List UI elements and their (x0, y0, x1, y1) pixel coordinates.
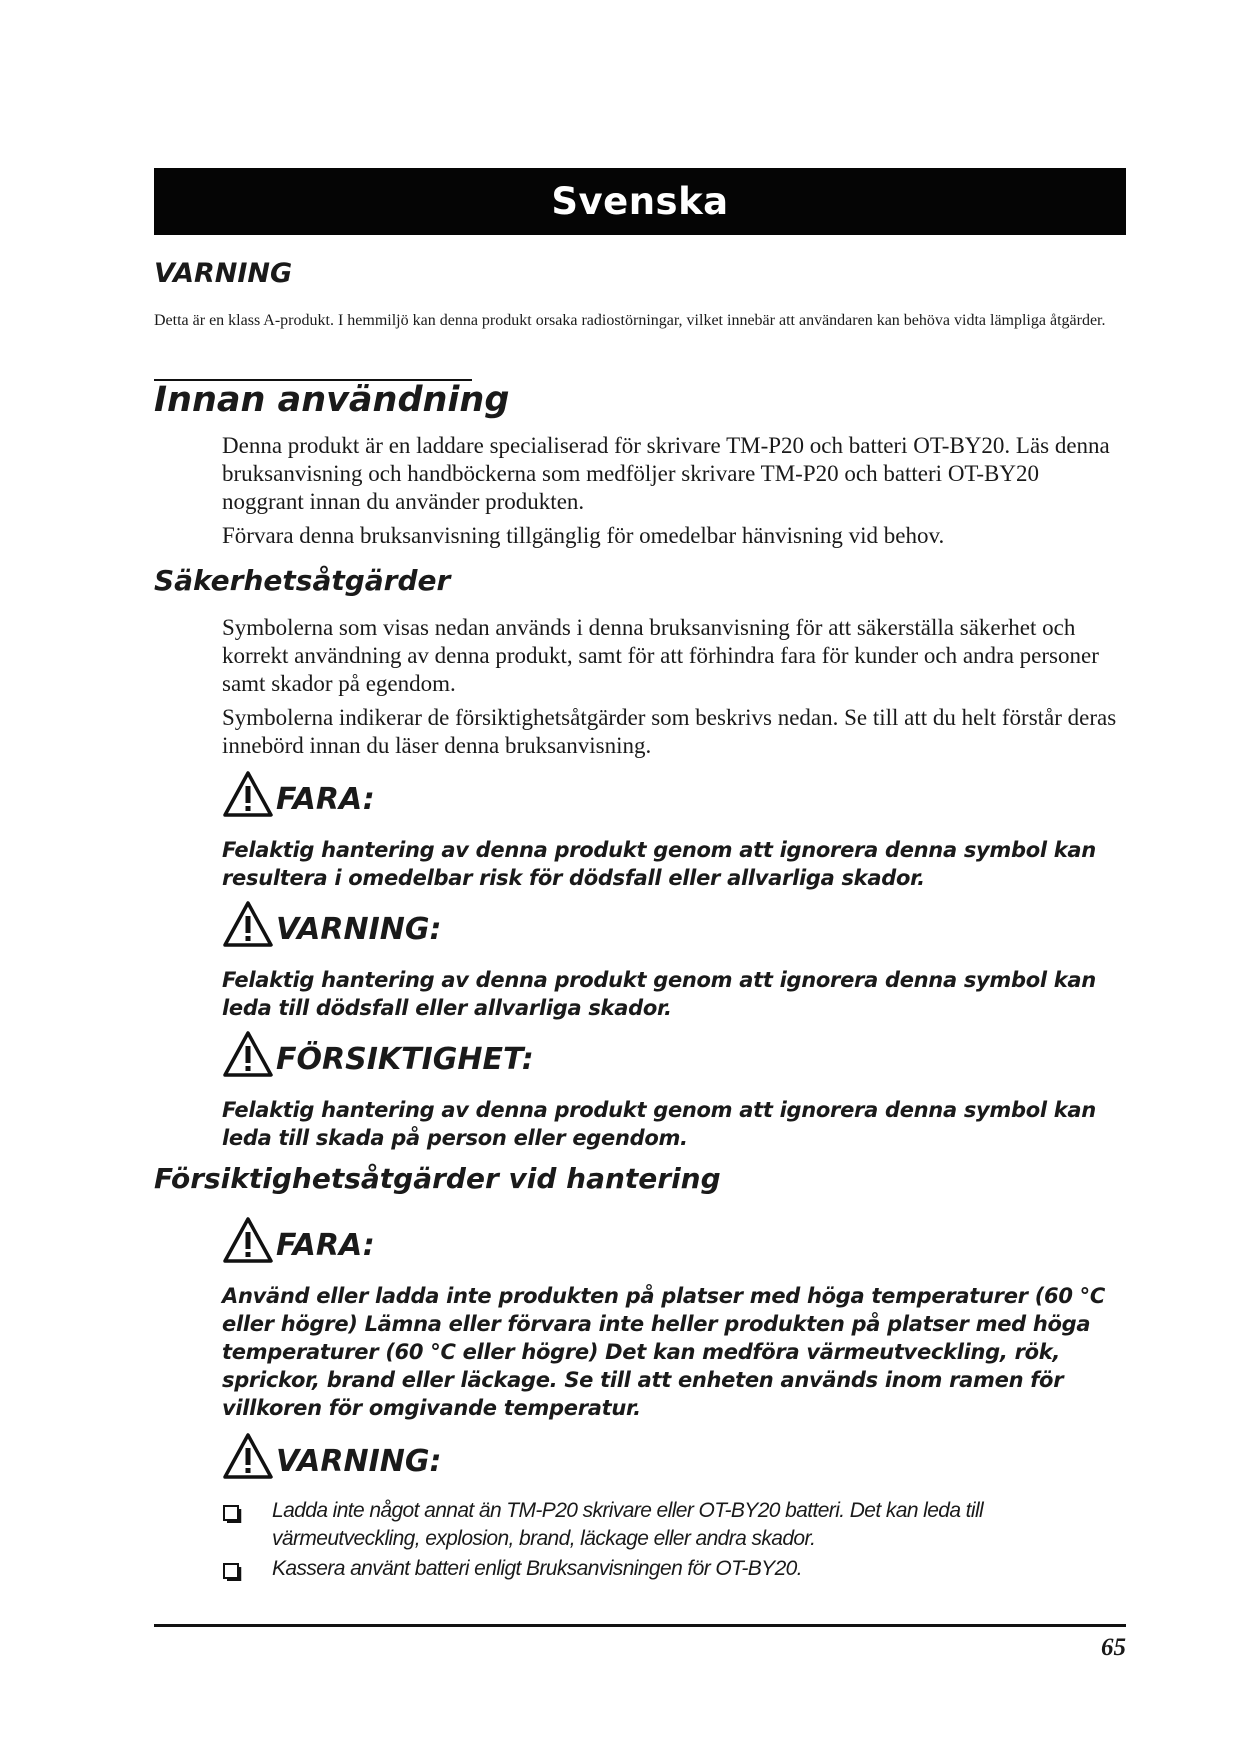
handling-warning-heading (222, 1432, 442, 1480)
warning-notice-title: VARNING (154, 258, 293, 289)
handling-danger-text: Använd eller ladda inte produkten på platser med höga temperaturer (60 °C eller högre) Lämna eller förvara inte heller produkten på platser med höga temperaturer (60 °C eller högre) Det kan medföra värmeutveckling, rök, sprickor, brand eller läckage. Se till att enheten används inom ramen för villkoren för omgivande temperatur. (222, 1284, 1105, 1420)
list-item-text: Kassera använt batteri enligt Bruksanvisningen för OT-BY20. (272, 1557, 802, 1580)
warning-notice-text: Detta är en klass A-produkt. I hemmiljö kan denna produkt orsaka radiostörningar, vilket innebär att användaren kan behöva vidta lämpliga åtgärder. (154, 312, 1106, 329)
footer-divider (154, 1624, 1126, 1627)
caution-heading (222, 1030, 534, 1078)
before-use-paragraph-1: Denna produkt är en laddare specialiserad för skrivare TM-P20 och batteri OT-BY20. Läs denna bruksanvisning och handböckerna som medföljer skrivare TM-P20 och batteri OT-BY20 noggrant innan du använder produkten. (222, 433, 1110, 514)
danger-heading (222, 770, 375, 818)
before-use-paragraph-2: Förvara denna bruksanvisning tillgänglig för omedelbar hänvisning vid behov. (222, 523, 945, 548)
danger-label: FARA: (276, 782, 375, 817)
safety-paragraph-2: Symbolerna indikerar de försiktighetsåtgärder som beskrivs nedan. Se till att du helt förstår deras innebörd innan du läser denna bruksanvisning. (222, 705, 1117, 758)
warning-triangle-icon (222, 1216, 274, 1264)
warning-text: Felaktig hantering av denna produkt genom att ignorera denna symbol kan leda till dödsfall eller allvarliga skador. (222, 968, 1096, 1020)
handling-danger-heading (222, 1216, 375, 1264)
before-use-title: Innan användning (154, 380, 510, 420)
page-number: 65 (1101, 1634, 1126, 1661)
warning-label: VARNING: (276, 912, 442, 947)
danger-text: Felaktig hantering av denna produkt genom att ignorera denna symbol kan resultera i omedelbar risk för dödsfall eller allvarliga skador. (222, 838, 1096, 890)
list-item (222, 1555, 1126, 1589)
checkbox-bullet-icon (222, 1555, 272, 1589)
safety-paragraph-1: Symbolerna som visas nedan används i denna bruksanvisning för att säkerställa säkerhet och korrekt användning av denna produkt, samt för att förhindra fara för kunder och andra personer samt skador på egendom. (222, 615, 1099, 696)
handling-warning-label: VARNING: (276, 1444, 442, 1479)
handling-danger-label: FARA: (276, 1228, 375, 1263)
warning-triangle-icon (222, 1432, 274, 1480)
handling-warning-list (222, 1497, 1126, 1591)
warning-triangle-icon (222, 1030, 274, 1078)
checkbox-bullet-icon (222, 1497, 272, 1531)
language-header: Svenska (154, 168, 1126, 235)
handling-title: Försiktighetsåtgärder vid hantering (154, 1162, 721, 1195)
caution-label: FÖRSIKTIGHET: (276, 1042, 534, 1077)
caution-text: Felaktig hantering av denna produkt genom att ignorera denna symbol kan leda till skada på person eller egendom. (222, 1098, 1096, 1150)
list-item (222, 1497, 1126, 1553)
warning-triangle-icon (222, 900, 274, 948)
safety-title: Säkerhetsåtgärder (154, 564, 451, 597)
list-item-text: Ladda inte något annat än TM-P20 skrivare eller OT-BY20 batteri. Det kan leda till värmeutveckling, explosion, brand, läckage eller andra skador. (272, 1499, 984, 1550)
warning-triangle-icon (222, 770, 274, 818)
warning-heading (222, 900, 442, 948)
